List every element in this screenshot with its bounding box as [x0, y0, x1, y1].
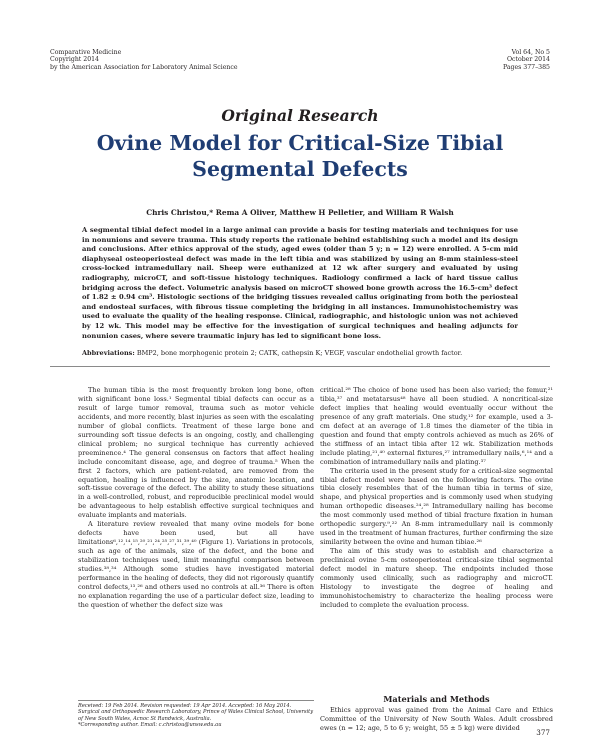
intro-paragraph-1: The human tibia is the most frequently broken long bone, often with significant bone loss.¹ Segmental tibial defects can occur as a result of large tumor removal, trauma such as motor vehicle accidents, and more recently, blast injuries as seen with the escalating number of global conflicts. Treatment of these large bone and surrounding soft tissue defects is an ongoing, costly, and challenging clinical problem; no surgical technique has currently achieved preeminence.⁴ The general consensus on factors that affect healing include concomitant disease, age, and degree of trauma.⁵ When the first 2 factors, which are patient-related, are removed from the equation, healing is influenced by the size, anatomic location, and soft-tissue coverage of the defect. The ability to study these situations in a well-controlled, robust, and reproducible preclinical model would be advantageous to help establish effective surgical techniques and evaluate implants and materials.	[78, 386, 314, 520]
section-divider	[50, 366, 550, 367]
article-title: Ovine Model for Critical-Size Tibial Segmental Defects	[96, 131, 504, 181]
abbreviations-label: Abbreviations:	[82, 349, 135, 357]
page-number: 377	[536, 728, 550, 737]
issue-info	[400, 49, 550, 71]
methods-heading: Materials and Methods	[383, 694, 490, 704]
body-column-left	[78, 386, 314, 610]
methods-column	[320, 706, 553, 733]
received-dates: Received: 19 Feb 2014. Revision requested: 19 Apr 2014. Accepted: 16 May 2014.	[78, 703, 292, 709]
intro-paragraph-3: critical.²⁸ The choice of bone used has been also varied; the femur,²¹ tibia,³⁷ and metatarsus⁴⁸ have all been studied. A noncritical-size defect implies that healing would eventually occur without the presence of any graft materials. One study,¹² for example, used a 3-cm defect at an average of 1.8 times the diameter of the tibia in question and found that empty controls achieved as much as 26% of the stiffness of an intact tibia after 12 wk. Stabilization methods include plating,²¹,⁴⁰ external fixtures,²⁷ intramedullary nails,⁶,¹⁴ and a combination of intramedullary nails and plating.³⁷	[320, 386, 553, 466]
abstract: A segmental tibial defect model in a large animal can provide a basis for testing materials and techniques for use in nonunions and severe trauma. This study reports the rationale behind establishing such a model and its design and conclusions. After ethics approval of the study, aged ewes (older than 5 y; n = 12) were enrolled. A 5-cm mid diaphyseal osteoperiosteal defect was made in the left tibia and was stabilized by using an 8-mm stainless-steel cross-locked intramedullary nail. Sheep were euthanized at 12 wk after surgery and evaluated by using radiography, microCT, and soft-tissue histology techniques. Radiology confirmed a lack of hard tissue callus bridging across the defect. Volumetric analysis based on microCT showed bone growth across the 16.5-cm³ defect of 1.82 ± 0.94 cm³. Histologic sections of the bridging tissues revealed callus originating from both the periosteal and endosteal surfaces, with fibrous tissue completing the bridging in all instances. Immunohistochemistry was used to evaluate the quality of the healing response. Clinical, radiographic, and histologic union was not achieved by 12 wk. This model may be effective for the investigation of surgical techniques and healing adjuncts for nonunion cases, where severe traumatic injury has led to significant bone loss.	[82, 226, 518, 340]
issue-date: October 2014	[506, 56, 550, 64]
corresponding-author: *Corresponding author. Email: c.christou@unsw.edu.au	[78, 721, 222, 728]
footnotes	[78, 703, 314, 728]
volume-line: Vol 64, No 5	[511, 49, 550, 56]
methods-paragraph: Ethics approval was gained from the Animal Care and Ethics Committee of the University of New South Wales. Adult crossbred ewes (n = 12; age, 5 to 6 y; weight, 55 ± 5 kg) were divided	[320, 706, 553, 732]
intro-paragraph-5: The aim of this study was to establish and characterize a preclinical ovine 5-cm osteoperiosteal critical-size tibial segmental defect model in mature sheep. The endpoints included those commonly used clinically, such as radiography and microCT. Histology to investigate the degree of healing and immunohistochemistry to characterize the healing process were included to complete the evaluation process.	[320, 547, 553, 609]
copyright-line: Copyright 2014	[50, 56, 99, 64]
abbreviations-text: BMP2, bone morphogenic protein 2; CATK, cathepsin K; VEGF, vascular endothelial growth factor.	[136, 349, 463, 357]
publisher-line: by the American Association for Laboratory Animal Science	[50, 63, 238, 71]
body-column-right	[320, 386, 553, 610]
intro-paragraph-4: The criteria used in the present study for a critical-size segmental tibial defect model were based on the following factors. The ovine tibia closely resembles that of the human tibia in terms of size, shape, and physical properties and is commonly used when studying human orthopedic diseases.²⁴,²⁸ Intramedullary nailing has become the most commonly used method of tibial fracture fixation in human orthopedic surgery.⁹,²² An 8-mm intramedullary nail is commonly used in the treatment of human fractures, further confirming the size similarity between the ovine and human tibiae.²⁶	[320, 466, 553, 547]
affiliation: Surgical and Orthopaedic Research Laboratory, Prince of Wales Clinical School, University of New South Wales, Acnoc St Randwick, Australia.	[78, 709, 314, 722]
journal-name: Comparative Medicine	[50, 49, 122, 56]
section-label: Original Research	[221, 106, 379, 125]
page-range: Pages 377–385	[502, 63, 550, 71]
intro-paragraph-2: A literature review revealed that many ovine models for bone defects have been used, but all have limitations⁶,¹²,¹⁴,¹⁵,²⁰,²¹,²⁴,²⁵,²⁷,³¹,³⁹,⁴⁰ (Figure 1). Variations in protocols, such as age of the animals, size of the defect, and the bone and stabilization techniques used, limit meaningful comparison between studies.³⁸,³⁴ Although some studies have investigated material performance in the healing of defects, they did not rigorously quantify control defects,¹³,²⁶ and others used no controls at all.³⁶ There is often no explanation regarding the use of a particular defect size, leading to the question of whether the defect size was	[78, 520, 314, 609]
journal-header	[50, 49, 310, 71]
abbreviations	[82, 349, 518, 358]
author-list: Chris Christou,* Rema A Oliver, Matthew H Pelletier, and William R Walsh	[146, 208, 454, 217]
footnote-divider	[78, 700, 314, 701]
